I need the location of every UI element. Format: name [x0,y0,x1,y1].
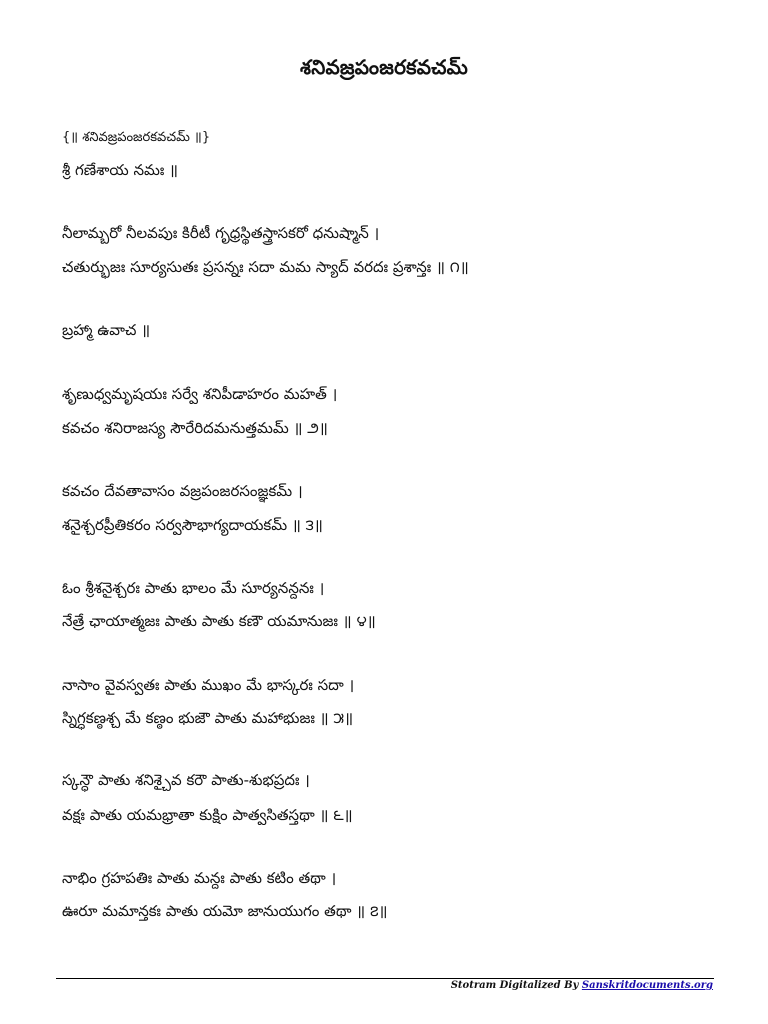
footer-divider [56,978,714,979]
verse-line: వక్షః పాతు యమభ్రాతా కుక్షిం పాత్వసితస్తథా ॥ ౬॥ [62,806,353,824]
verse-line: కవచం శనిరాజస్య సౌరేరిదమనుత్తమమ్ ॥ ౨॥ [62,419,328,437]
footer-credit [451,980,713,991]
verse-line-invocation: శ్రీ గణేశాయ నమః ॥ [62,161,179,179]
verse-line: ఓం శ్రీశనైశ్చరః పాతు భాలం మే సూర్యనన్దనః । [62,579,325,597]
verse-line: నీలామ్బరో నీలవపుః కిరీటీ గృధ్రస్థితస్త్రాసకరో ధనుష్మాన్ । [62,224,380,242]
verse-line: శనైశ్చరప్రీతికరం సర్వసౌభాగ్యదాయకమ్ ॥ ౩॥ [62,516,323,534]
page-title: శనివజ్రపంజరకవచమ్ [300,55,468,79]
verse-line: స్నిగ్ధకణ్ఠశ్చ మే కణ్ఠం భుజౌ పాతు మహాభుజః ॥ ౫॥ [62,709,354,727]
verse-line: నాసాం వైవస్వతః పాతు ముఖం మే భాస్కరః సదా । [62,676,355,694]
verse-line: ఊరూ మమాన్తకః పాతు యమో జానుయుగం తథా ॥ ౭॥ [62,902,388,920]
verse-line: బ్రహ్మా ఉవాచ ॥ [62,321,151,339]
verse-line: చతుర్భుజః సూర్యసుతః ప్రసన్నః సదా మమ స్యాద్ వరదః ప్రశాన్తః ॥ ౧॥ [62,258,469,276]
verse-line-header: {॥ శనివజ్రపంజరకవచమ్ ॥} [62,130,211,145]
verse-line: కవచం దేవతావాసం వజ్రపంజరసంజ్ఞకమ్ । [62,482,303,500]
footer-prefix: Stotram Digitalized By [450,980,582,991]
verse-line: నాభిం గ్రహపతిః పాతు మన్దః పాతు కటిం తథా । [62,869,337,887]
verse-line: శృణుధ్వమృషయః సర్వే శనిపీడాహరం మహత్ । [62,385,338,403]
footer-link[interactable]: Sanskritdocuments.org [581,980,713,991]
verse-line: స్కన్ధౌ పాతు శనిశ్చైవ కరౌ పాతు-శుభప్రదః । [62,771,310,789]
verse-line: నేత్రే ఛాయాత్మజః పాతు పాతు కణౌ యమానుజః ॥ ౪॥ [62,612,376,630]
